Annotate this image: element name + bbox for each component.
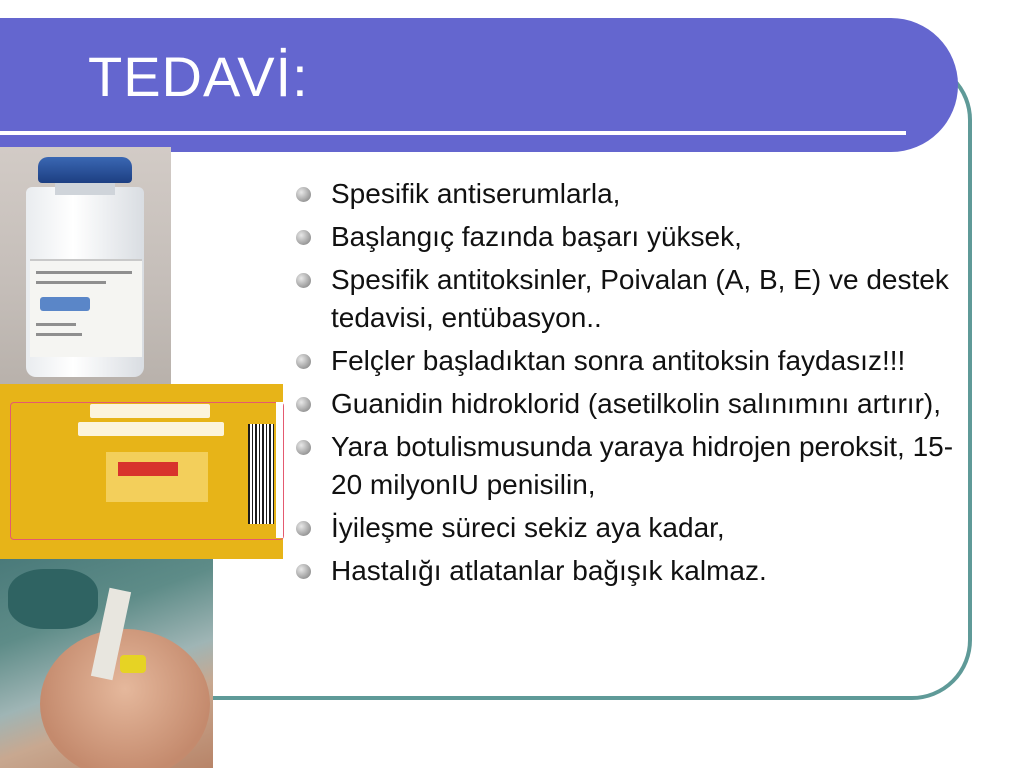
bullet-icon: [296, 440, 311, 455]
bullet-icon: [296, 273, 311, 288]
patient-face: [40, 629, 210, 768]
intubation-photo: [0, 559, 213, 768]
box-side: [276, 402, 283, 538]
bullet-item: [300, 261, 980, 337]
vial-cap: [38, 157, 132, 183]
bullet-item: [300, 385, 980, 423]
bullet-item: [300, 342, 980, 380]
label-line: [36, 333, 82, 336]
bullet-item: [300, 218, 980, 256]
bullet-text: Spesifik antitoksinler, Poivalan (A, B, E) ve destek tedavisi, entübasyon..: [331, 264, 949, 333]
bullet-icon: [296, 397, 311, 412]
barcode-icon: [248, 424, 274, 524]
slide-title: TEDAVİ:: [88, 45, 309, 108]
bullet-text: İyileşme süreci sekiz aya kadar,: [331, 512, 725, 543]
bullet-item: [300, 428, 980, 504]
bullet-item: [300, 509, 980, 547]
bullet-icon: [296, 354, 311, 369]
label-line: [36, 271, 132, 274]
bullet-icon: [296, 230, 311, 245]
bullet-list: [300, 175, 980, 595]
label-line: [36, 281, 106, 284]
box-heading: [78, 422, 224, 436]
dose-strip: [106, 452, 208, 502]
dose-badge: [118, 462, 178, 476]
bullet-icon: [296, 564, 311, 579]
bullet-text: Spesifik antiserumlarla,: [331, 178, 621, 209]
bullet-item: [300, 175, 980, 213]
brand-logo: [40, 297, 90, 311]
bullet-text: Başlangıç fazında başarı yüksek,: [331, 221, 742, 252]
vial-photo: [0, 147, 171, 387]
medication-box-photo: [0, 384, 283, 559]
bullet-text: Hastalığı atlatanlar bağışık kalmaz.: [331, 555, 767, 586]
tube-connector: [120, 655, 146, 673]
vial-label: [30, 259, 142, 357]
bullet-icon: [296, 187, 311, 202]
bullet-text: Yara botulismusunda yaraya hidrojen peroksit, 15-20 milyonIU penisilin,: [331, 431, 954, 500]
bullet-icon: [296, 521, 311, 536]
title-underline: [0, 131, 906, 135]
bullet-text: Guanidin hidroklorid (asetilkolin salınımını artırır),: [331, 388, 942, 419]
bullet-text: Felçler başladıktan sonra antitoksin faydasız!!!: [331, 345, 906, 376]
bullet-item: [300, 552, 980, 590]
gloved-hand: [8, 569, 98, 629]
label-line: [36, 323, 76, 326]
box-heading: [90, 404, 210, 418]
